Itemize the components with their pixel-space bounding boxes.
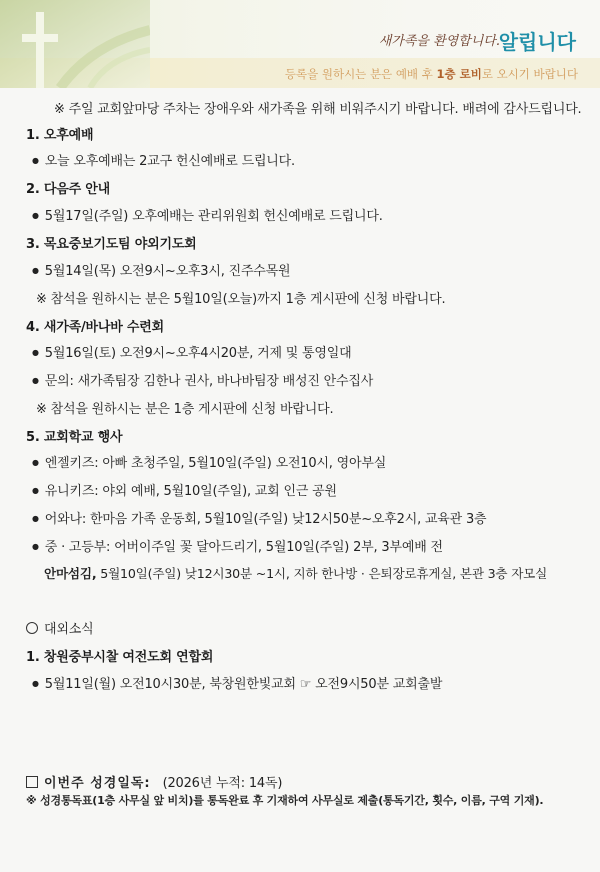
page-title: 알립니다 bbox=[498, 30, 576, 54]
parking-note: ※ 주일 교회앞마당 주차는 장애우와 새가족을 위해 비워주시기 바랍니다. 배려에 감사드립니다. bbox=[54, 102, 582, 117]
section-note: ※ 참석을 원하시는 분은 1층 게시판에 신청 바랍니다. bbox=[36, 402, 334, 417]
section-note: ※ 참석을 원하시는 분은 5월10일(오늘)까지 1층 게시판에 신청 바랍니다. bbox=[36, 292, 446, 307]
list-item: ● 5월16일(토) 오전9시~오후4시20분, 거제 및 통영일대 bbox=[32, 342, 351, 361]
list-item: ● 유니키즈: 야외 예배, 5월10일(주일), 교회 인근 공원 bbox=[32, 480, 337, 499]
external-news-heading: 대외소식 bbox=[26, 618, 93, 637]
section-title: 3. 목요중보기도팀 야외기도회 bbox=[26, 237, 197, 252]
section-title: 2. 다음주 안내 bbox=[26, 182, 111, 197]
checkbox-icon bbox=[26, 776, 38, 788]
list-item: ● 오늘 오후예배는 2교구 헌신예배로 드립니다. bbox=[32, 150, 295, 169]
list-item: ● 5월11일(월) 오전10시30분, 북창원한빛교회 ☞ 오전9시50분 교회출발 bbox=[32, 673, 442, 692]
circle-icon bbox=[26, 622, 38, 634]
list-item: ● 엔젤키즈: 아빠 초청주일, 5월10일(주일) 오전10시, 영아부실 bbox=[32, 452, 386, 471]
list-item: ● 중 · 고등부: 어버이주일 꽃 달아드리기, 5월10일(주일) 2부, 3부예배 전 bbox=[32, 536, 443, 555]
bible-reading-note: ※ 성경통독표(1층 사무실 앞 비치)를 통독완료 후 기재하여 사무실로 제출(통독기간, 횟수, 이름, 구역 기재). bbox=[26, 794, 544, 807]
section-title: 1. 창원중부시찰 여전도회 연합회 bbox=[26, 650, 214, 665]
register-note: 등록을 원하시는 분은 예배 후 1층 로비로 오시기 바랍니다 bbox=[284, 67, 578, 81]
section-title: 1. 오후예배 bbox=[26, 128, 94, 143]
list-item: ● 어와나: 한마음 가족 운동회, 5월10일(주일) 낮12시50분~오후2시, 교육관 3층 bbox=[32, 508, 486, 527]
section-title: 4. 새가족/바나바 수련회 bbox=[26, 320, 165, 335]
section-title: 5. 교회학교 행사 bbox=[26, 430, 123, 445]
welcome-text: 새가족을 환영합니다. bbox=[378, 34, 500, 49]
bible-reading: 이번주 성경일독: (2026년 누적: 14독) bbox=[26, 772, 282, 791]
list-item-continuation: 안마섬김, 5월10일(주일) 낮12시30분 ~1시, 지하 한나방 · 은퇴장로휴게실, 본관 3층 자모실 bbox=[44, 566, 548, 581]
list-item: ● 문의: 새가족팀장 김한나 권사, 바나바팀장 배성진 안수집사 bbox=[32, 370, 373, 389]
list-item: ● 5월17일(주일) 오후예배는 관리위원회 헌신예배로 드립니다. bbox=[32, 205, 383, 224]
pointing-hand-icon: ☞ bbox=[299, 677, 312, 692]
list-item: ● 5월14일(목) 오전9시~오후3시, 진주수목원 bbox=[32, 260, 290, 279]
